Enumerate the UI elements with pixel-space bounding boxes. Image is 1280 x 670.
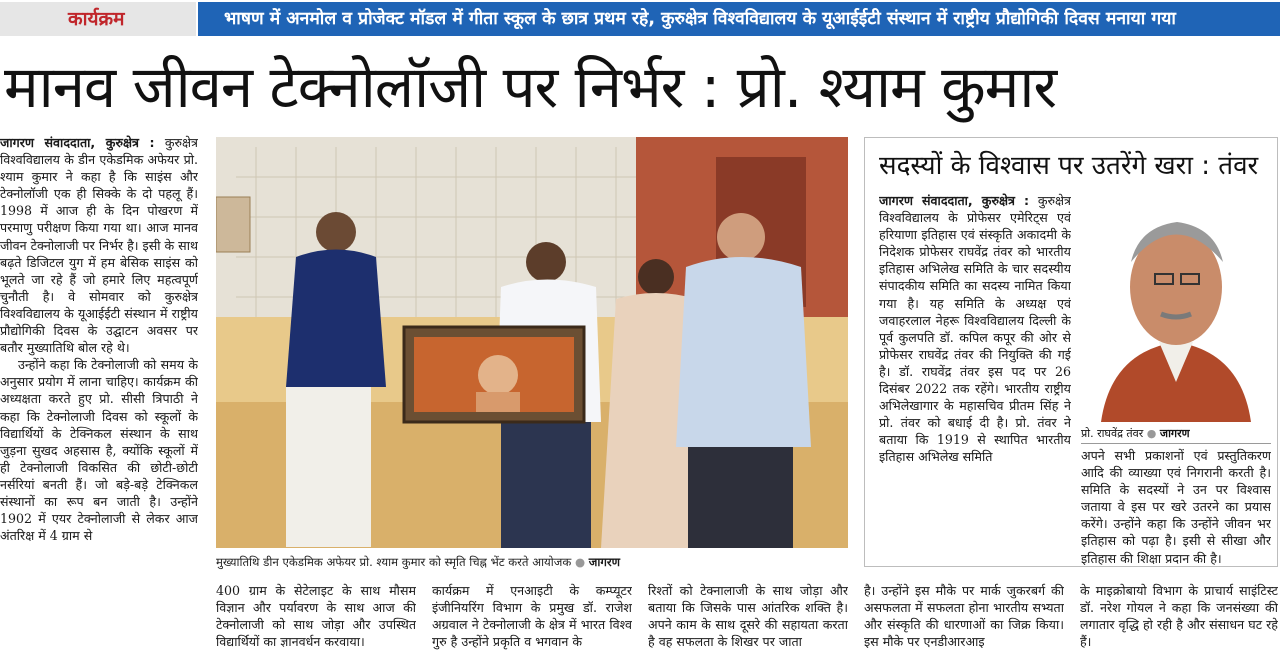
story-paragraph: कार्यक्रम में एनआइटी के कम्प्यूटर इंजीनियरिंग विभाग के प्रमुख डॉ. राजेश अग्रवाल ने टेक्नोलाजी के क्षेत्र में भारत विश्व गुरु है उन्होंने प्रकृति व भगवान के [432,583,632,650]
portrait-graphic [1081,192,1271,422]
sidebar-column-left [879,192,1071,562]
story-paragraph: के माइक्रोबायो विभाग के प्राचार्य साइंटिस्ट डॉ. नरेश गोयल ने कहा कि जनसंख्या की लगातार वृद्धि हो रही है और संसाधन घट रहे हैं। [1080,583,1278,650]
photo-credit: जागरण [588,555,621,569]
portrait-caption-name: प्रो. राघवेंद्र तंवर [1081,427,1144,440]
portrait-caption [1081,426,1271,442]
photo-caption [216,552,848,572]
story-paragraph: कुरुक्षेत्र विश्वविद्यालय के डीन एकेडमिक अफेयर प्रो. श्याम कुमार ने कहा है कि साइंस और टेक्नोलॉजी एक ही सिक्के के दो पहलू हैं। 1998 में आज ही के दिन पोखरण में परमाणु परीक्षण किया गया था। आज मानव जीवन टेक्नोलाजी पर निर्भर है। इसी के साथ बढ़ते डिजिटल युग में हम बेसिक साइंस को भूलते जा रहे हैं जो हमारे लिए महत्वपूर्ण चुनौती है। वे सोमवार को कुरुक्षेत्र विश्वविद्यालय के यूआईईटी संस्थान में राष्ट्रीय प्रौद्योगिकी दिवस के उद्घाटन अवसर पर बतौर मुख्यातिथि बोल रहे थे। [0,135,198,356]
photo-caption-text: मुख्यातिथि डीन एकेडमिक अफेयर प्रो. श्याम कुमार को स्मृति चिह्न भेंट करते आयोजक [216,555,572,569]
caption-divider [1081,443,1271,444]
story-column-4 [648,582,848,668]
story-paragraph: 400 ग्राम के सेटेलाइट के साथ मौसम विज्ञान और पर्यावरण के साथ आज की टेक्नोलाजी को साथ जोड़ा और उपस्थित विद्यार्थियों का ज्ञानवर्धन करवाया। [216,583,416,650]
section-tag: कार्यक्रम [0,2,196,36]
caption-separator: ● [1146,427,1157,440]
sidebar-story-box [864,137,1278,567]
story-column-6 [1080,582,1278,668]
story-paragraph: उन्होंने कहा कि टेक्नोलाजी को समय के अनुसार प्रयोग में लाना चाहिए। कार्यक्रम की अध्यक्षता करते हुए प्रो. सीसी त्रिपाठी ने कहा कि टेक्नोलाजी दिवस को स्कूलों के विद्यार्थियों के टेक्निकल संस्थान के साथ जुड़ना सुखद अहसास है, क्योंकि स्कूलों में ही टेक्नोलाजी विकसित की छोटी-छोटी नर्सरियां बनती हैं। जो बड़े-बड़े टेक्निकल संस्थानों का रूप बन जाती है। उन्होंने 1902 में एयर टेक्नोलाजी से लेकर आज अंतरिक्ष में 4 ग्राम से [0,357,198,544]
sidebar-headline: सदस्यों के विश्वास पर उतरेंगे खरा : तंवर [879,151,1259,181]
top-strap [0,0,1280,40]
story-byline: जागरण संवाददाता, कुरुक्षेत्र : [0,135,155,150]
portrait-credit: जागरण [1159,427,1190,440]
story-paragraph: है। उन्होंने इस मौके पर मार्क जुकरबर्ग की असफलता में सफलता होना भारतीय सभ्यता और संस्कृति की धारणाओं का जिक्र किया। इस मौके पर एनडीआरआइ [864,583,1064,650]
sidebar-byline: जागरण संवाददाता, कुरुक्षेत्र : [879,193,1030,208]
story-column-5 [864,582,1064,668]
story-column-1 [0,134,198,666]
story-column-2 [216,582,416,668]
page-headline: मानव जीवन टेक्नोलॉजी पर निर्भर : प्रो. श्याम कुमार [4,53,1057,121]
sidebar-column-right [1081,447,1271,565]
story-column-3 [432,582,632,668]
kicker-strap: भाषण में अनमोल व प्रोजेक्ट मॉडल में गीता स्कूल के छात्र प्रथम रहे, कुरुक्षेत्र विश्वविद्यालय के यूआईईटी संस्थान में राष्ट्रीय प्रौद्योगिकी दिवस मनाया गया [198,2,1280,36]
caption-separator: ● [574,555,586,569]
sidebar-paragraph: कुरुक्षेत्र विश्वविद्यालय के प्रोफेसर एमेरिट्स एवं हरियाणा इतिहास एवं संस्कृति अकादमी के निदेशक प्रोफेसर राघवेंद्र तंवर को भारतीय इतिहास अभिलेख समिति के चार सदस्यीय संपादकीय समिति का सदस्य नामित किया गया है। यह समिति के अध्यक्ष एवं जवाहरलाल नेहरू विश्वविद्यालय दिल्ली के पूर्व कुलपति डॉ. कपिल कपूर की ओर से प्रोफेसर राघवेंद्र तंवर की नियुक्ति की गई है। डॉ. राघवेंद्र तंवर इस पद पर 26 दिसंबर 2022 तक रहेंगे। भारतीय राष्ट्रीय अभिलेखागार के महासचिव प्रीतम सिंह ने प्रो. तंवर को बधाई दी है। प्रो. तंवर ने बताया कि 1919 से स्थापित भारतीय इतिहास अभिलेख समिति [879,193,1071,465]
event-photo-graphic [216,137,848,548]
sidebar-paragraph: अपने सभी प्रकाशनों एवं प्रस्तुतिकरण आदि की व्याख्या एवं निगरानी करती है। समिति के सदस्यों ने उन पर विश्वास जताया वे इस पर खरे उतरने का प्रयास करेंगे। उन्होंने कहा कि उन्होंने जीवन भर इतिहास को पढ़ा है। इसी से सीखा और इतिहास की शिक्षा प्रदान की है। [1081,448,1271,565]
event-photo [216,137,848,548]
story-paragraph: रिश्तों को टेक्नालाजी के साथ जोड़ा और बताया कि जिसके पास आंतरिक शक्ति है। अपने काम के साथ दूसरे की सहायता करता है वह सफलता के शिखर पर जाता [648,583,848,650]
portrait-photo [1081,192,1271,422]
